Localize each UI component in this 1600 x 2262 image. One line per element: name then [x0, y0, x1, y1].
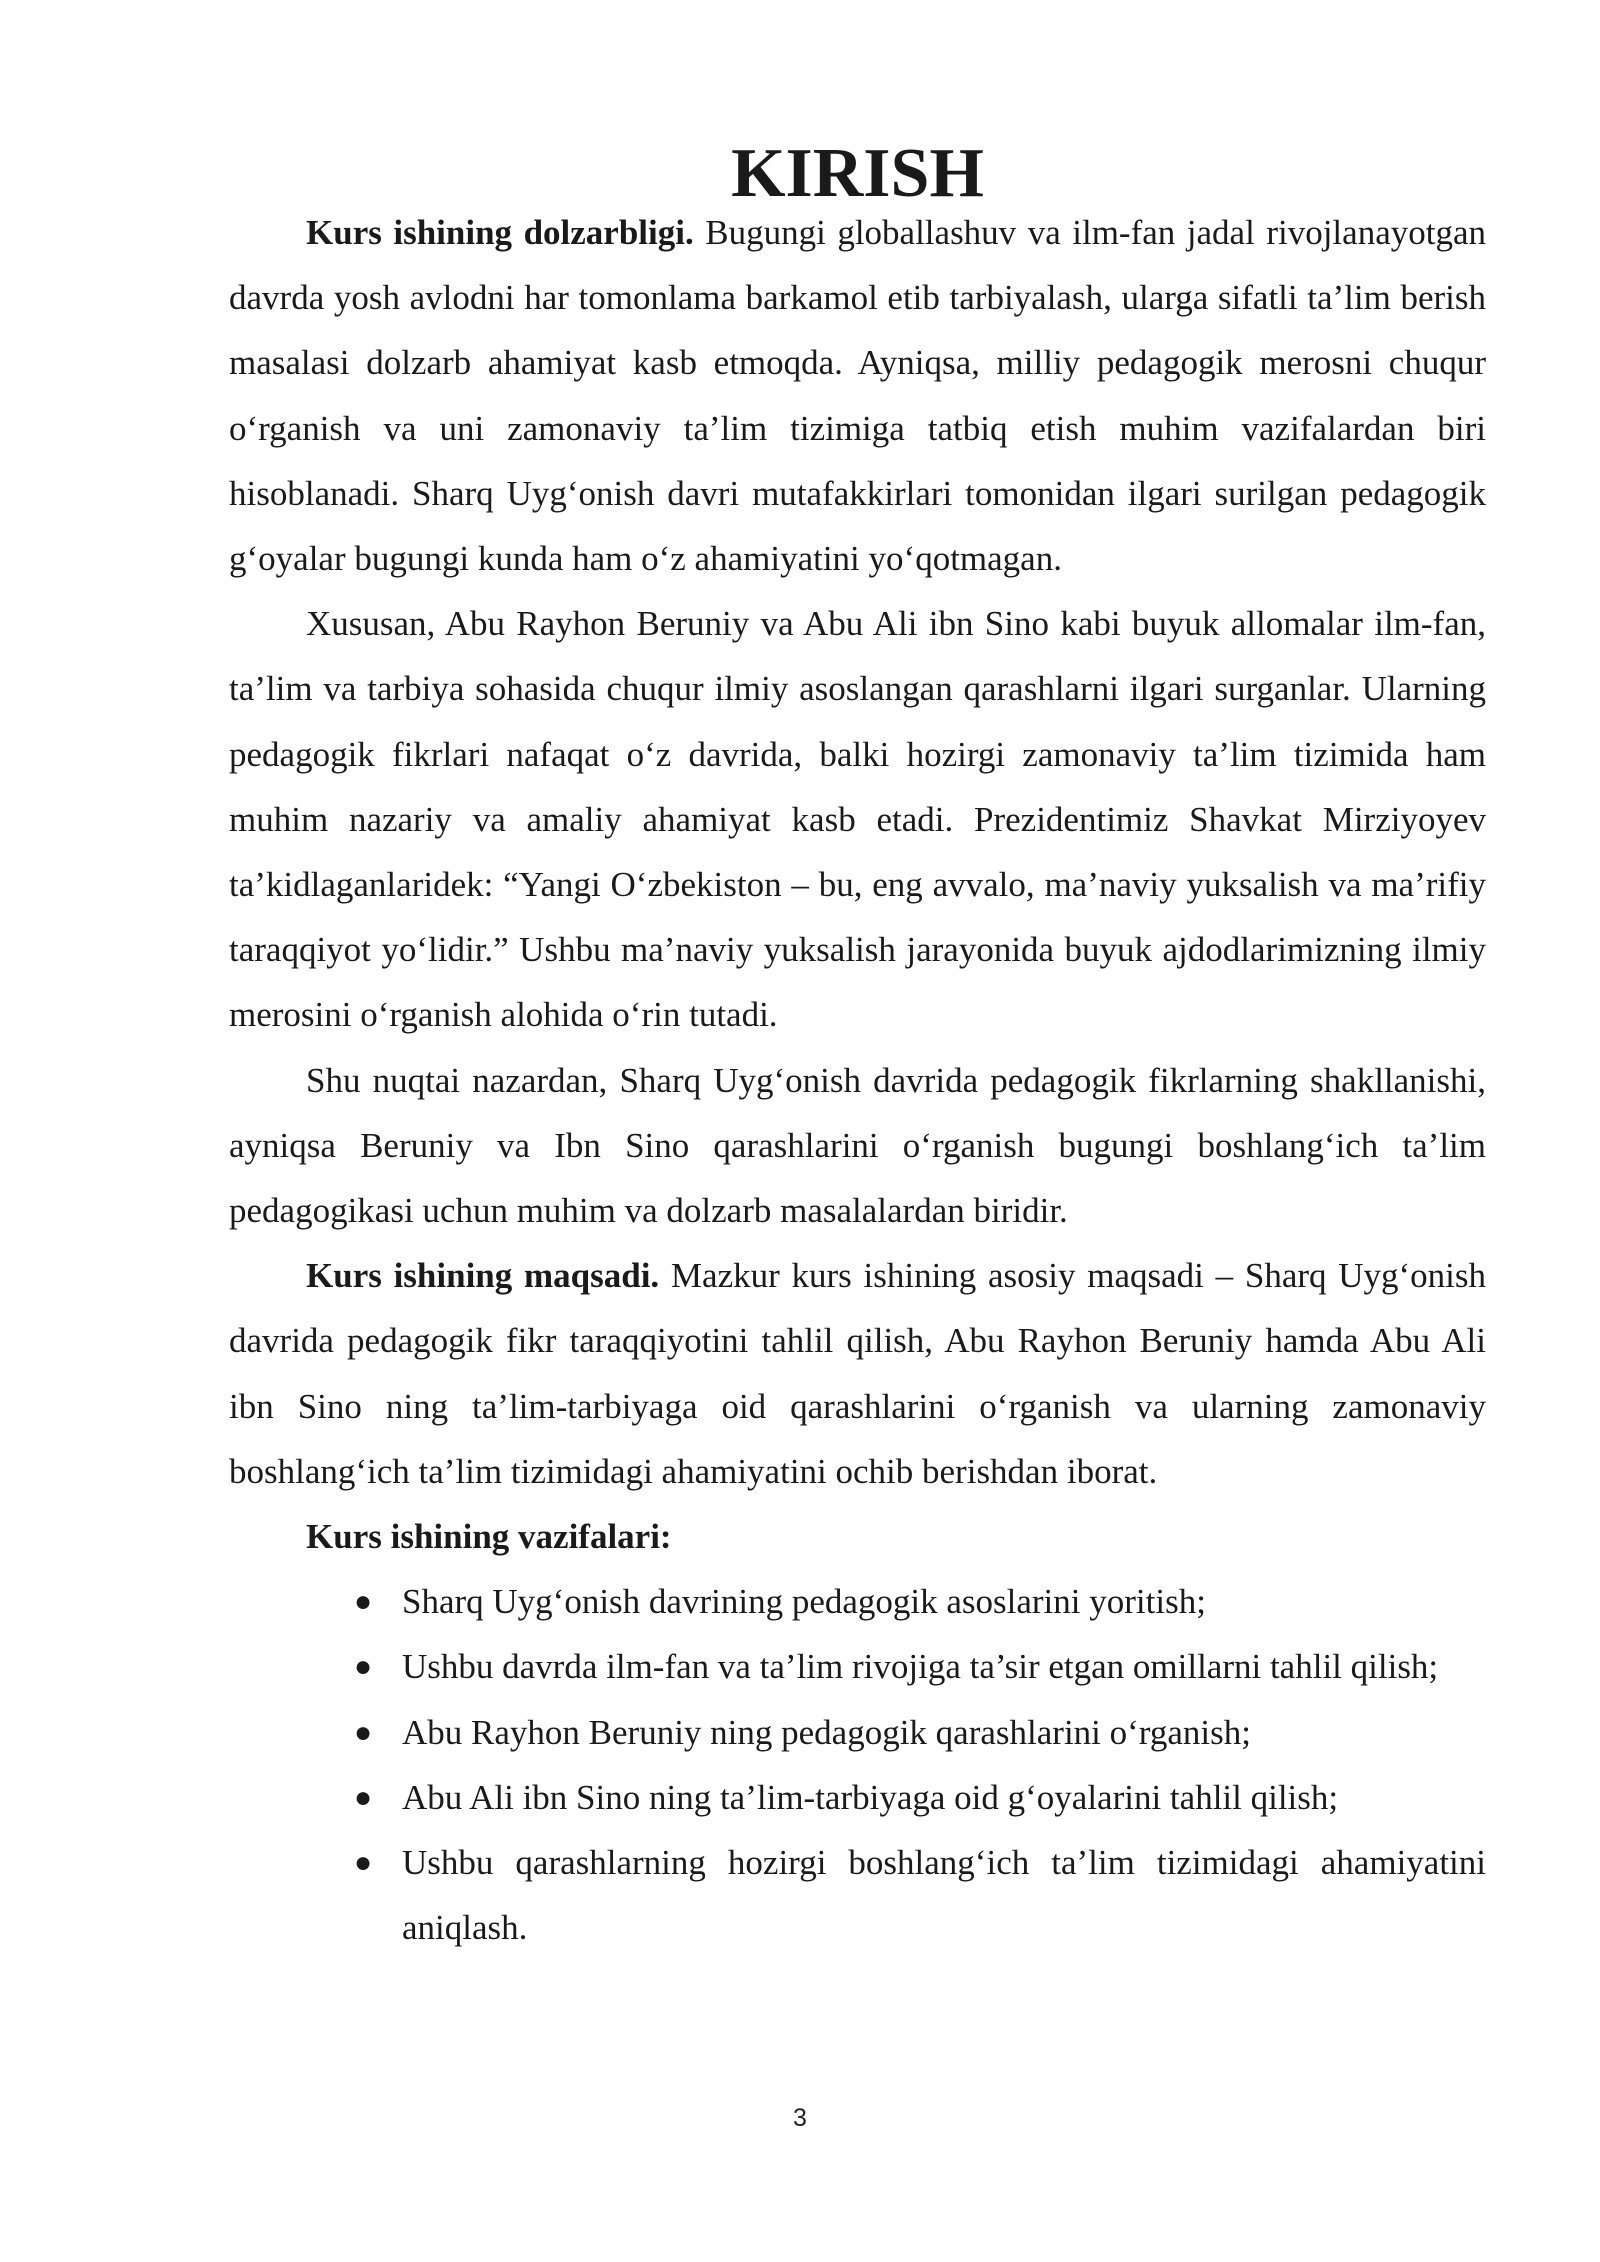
paragraph-goal	[229, 1243, 1486, 1504]
list-item	[354, 1634, 1486, 1699]
list-item	[354, 1700, 1486, 1765]
tasks-title: Kurs ishining vazifalari:	[306, 1517, 672, 1557]
paragraph-lead: Kurs ishining dolzarbligi.	[306, 213, 694, 252]
bullet-icon: ●	[354, 1650, 373, 1684]
list-item-text: Sharq Uyg‘onish davrining pedagogik asoslarini yoritish;	[402, 1582, 1206, 1622]
list-item-text: Abu Ali ibn Sino ning ta’lim-tarbiyaga oid g‘oyalarini tahlil qilish;	[402, 1777, 1339, 1817]
paragraph-scholars	[229, 591, 1486, 1047]
paragraph-text: Xususan, Abu Rayhon Beruniy va Abu Ali ibn Sino kabi buyuk allomalar ilm-fan, ta’lim va tarbiya sohasida chuqur ilmiy asoslangan qarashlarni ilgari surganlar. Ularning pedagogik fikrlari nafaqat o‘z davrida, balki hozirgi zamonaviy ta’lim tizimida ham muhim nazariy va amaliy ahamiyat kasb etadi. Prezidentimiz Shavkat Mirziyoyev ta’kidlaganlaridek: “Yangi O‘zbekiston – bu, eng avvalo, ma’naviy yuksalish va ma’rifiy taraqqiyot yo‘lidir.” Ushbu ma’naviy yuksalish jarayonida buyuk ajdodlarimizning ilmiy merosini o‘rganish alohida o‘rin tutadi.	[229, 604, 1486, 1035]
paragraph-relevance	[229, 200, 1486, 591]
bullet-icon: ●	[354, 1585, 373, 1619]
list-item	[354, 1765, 1486, 1830]
page-number: 3	[793, 2104, 807, 2132]
list-item-text: Ushbu davrda ilm-fan va ta’lim rivojiga ta’sir etgan omillarni tahlil qilish;	[402, 1647, 1439, 1687]
paragraph-text: Bugungi globallashuv va ilm-fan jadal rivojlanayotgan davrda yosh avlodni har tomonlama barkamol etib tarbiyalash, ularga sifatli ta’lim berish masalasi dolzarb ahamiyat kasb etmoqda. Ayniqsa, milliy pedagogik merosni chuqur o‘rganish va uni zamonaviy ta’lim tizimiga tatbiq etish muhim vazifalardan biri hisoblanadi. Sharq Uyg‘onish davri mutafakkirlari tomonidan ilgari surilgan pedagogik g‘oyalar bugungi kunda ham o‘z ahamiyatini yo‘qotmagan.	[229, 213, 1486, 579]
bullet-icon: ●	[354, 1780, 373, 1814]
bullet-icon: ●	[354, 1715, 373, 1749]
list-item	[354, 1830, 1486, 1960]
paragraph-text: Mazkur kurs ishining asosiy maqsadi – Sharq Uyg‘onish davrida pedagogik fikr taraqqiyotini tahlil qilish, Abu Rayhon Beruniy hamda Abu Ali ibn Sino ning ta’lim-tarbiyaga oid qarashlarini o‘rganish va ularning zamonaviy boshlang‘ich ta’lim tizimidagi ahamiyatini ochib berishdan iborat.	[229, 1256, 1487, 1491]
paragraph-lead: Kurs ishining maqsadi.	[306, 1256, 660, 1296]
tasks-list	[229, 1569, 1486, 1960]
paragraph-perspective	[229, 1048, 1486, 1244]
section-heading: KIRISH	[731, 135, 984, 212]
list-item	[354, 1569, 1486, 1634]
paragraph-text: Shu nuqtai nazardan, Sharq Uyg‘onish davrida pedagogik fikrlarning shakllanishi, ayniqsa Beruniy va Ibn Sino qarashlarini o‘rganish bugungi boshlang‘ich ta’lim pedagogikasi uchun muhim va dolzarb masalalardan biridir.	[229, 1060, 1486, 1231]
bullet-icon: ●	[354, 1846, 373, 1880]
list-item-text: Ushbu qarashlarning hozirgi boshlang‘ich ta’lim tizimidagi ahamiyatini aniqlash.	[402, 1843, 1486, 1948]
list-item-text: Abu Rayhon Beruniy ning pedagogik qarashlarini o‘rganish;	[402, 1712, 1251, 1752]
document-page	[229, 135, 1487, 1960]
